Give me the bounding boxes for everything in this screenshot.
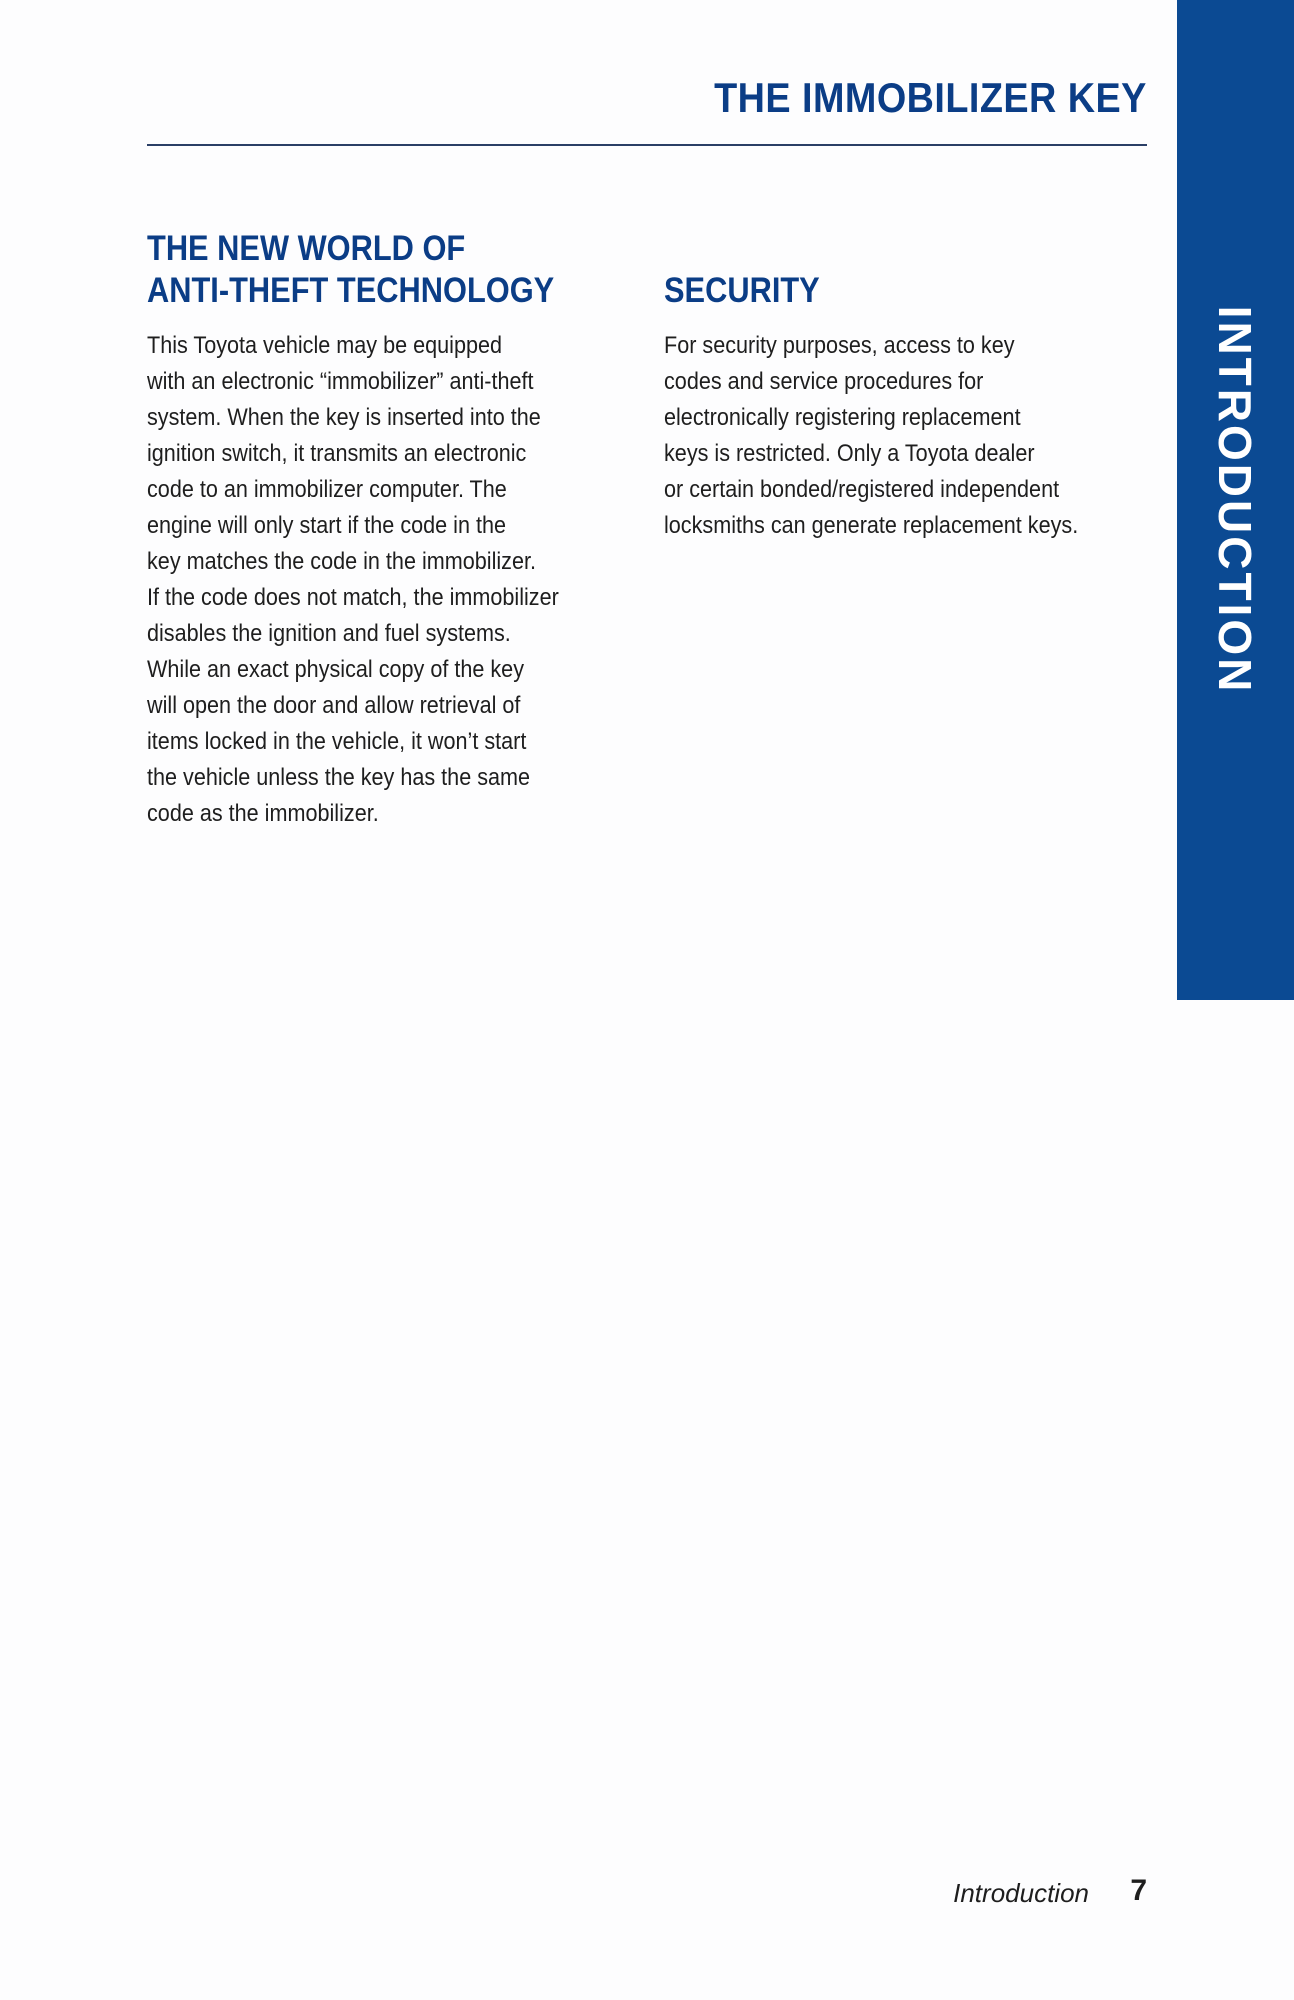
section-side-tab: [1177, 0, 1294, 1000]
footer-section-name: Introduction: [953, 1878, 1089, 1908]
page-title: THE IMMOBILIZER KEY: [714, 74, 1147, 121]
anti-theft-heading: THE NEW WORLD OF ANTI-THEFT TECHNOLOGY: [147, 229, 555, 310]
anti-theft-body: This Toyota vehicle may be equipped with an electronic “immobilizer” anti-theft system. When the key is inserted into the ignition switch, it transmits an electronic code to an immobilizer computer. The engine will only start if the code in the key matches the code in the immobilizer. If the code does not match, the immobilizer disables the ignition and fuel systems. While an exact physical copy of the key will open the door and allow retrieval of items locked in the vehicle, it won’t start the vehicle unless the key has the same code as the immobilizer.: [147, 332, 559, 827]
side-tab-label: INTRODUCTION: [1209, 305, 1261, 695]
anti-theft-section: [147, 228, 607, 832]
security-body: For security purposes, access to key codes and service procedures for electronically registering replacement keys is restricted. Only a Toyota dealer or certain bonded/registered independent locksmiths can generate replacement keys.: [664, 332, 1079, 539]
security-section: [664, 228, 1144, 544]
title-divider: [147, 144, 1147, 146]
page-number: 7: [1130, 1874, 1147, 1907]
security-heading: SECURITY: [664, 271, 820, 310]
